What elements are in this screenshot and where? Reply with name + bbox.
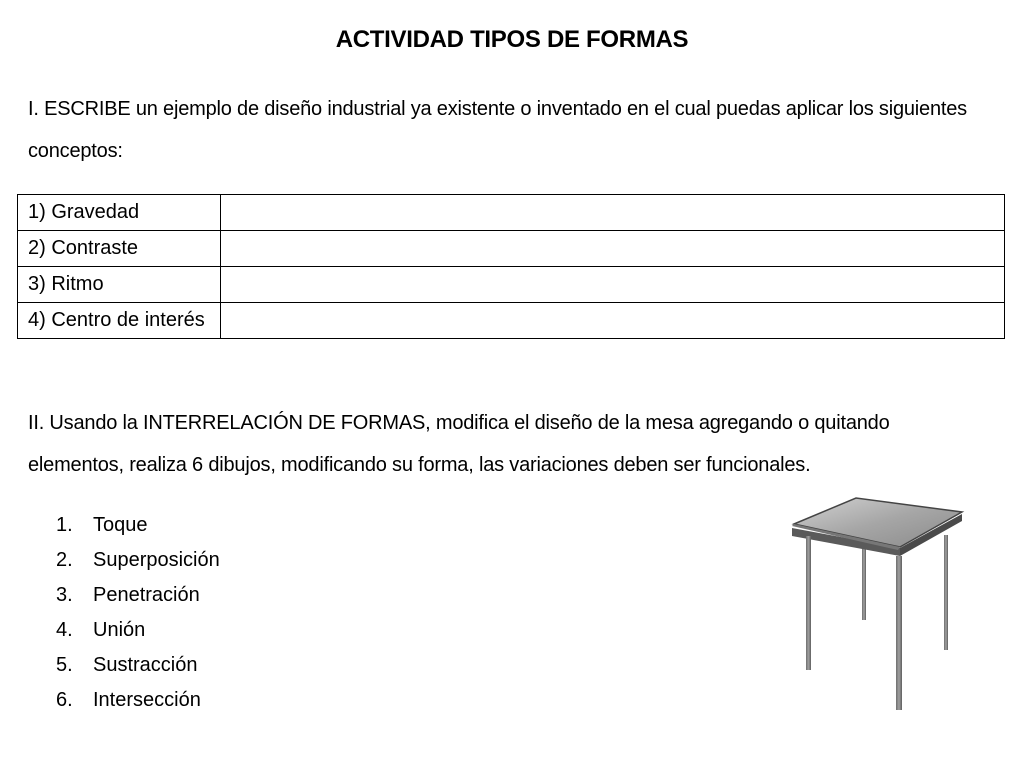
table-leg — [862, 540, 866, 620]
list-item-number: 5. — [56, 654, 73, 676]
list-item-number: 1. — [56, 514, 73, 536]
concept-label: 1) Gravedad — [18, 195, 221, 231]
table-leg — [944, 535, 948, 650]
folding-table-icon — [786, 490, 966, 720]
list-item-text: Sustracción — [93, 654, 198, 676]
forms-list — [56, 508, 220, 718]
list-item — [56, 648, 220, 683]
concept-label: 3) Ritmo — [18, 267, 221, 303]
list-item-text: Penetración — [93, 584, 200, 606]
table-row — [18, 231, 1005, 267]
list-item-number: 4. — [56, 619, 73, 641]
concept-label: 2) Contraste — [18, 231, 221, 267]
list-item-text: Intersección — [93, 689, 201, 711]
list-item — [56, 543, 220, 578]
table-row — [18, 195, 1005, 231]
section-2-instruction: II. Usando la INTERRELACIÓN DE FORMAS, modifica el diseño de la mesa agregando o quitando elementos, realiza 6 dibujos, modificando su forma, las variaciones deben ser funcionales. — [28, 412, 890, 476]
table-leg — [896, 556, 902, 710]
list-item-text: Toque — [93, 514, 148, 536]
list-item — [56, 578, 220, 613]
list-item — [56, 508, 220, 543]
list-item-number: 6. — [56, 689, 73, 711]
list-item-number: 2. — [56, 549, 73, 571]
answer-cell[interactable] — [221, 267, 1005, 303]
table-row — [18, 267, 1005, 303]
answer-cell[interactable] — [221, 303, 1005, 339]
list-item-text: Unión — [93, 619, 146, 641]
concepts-table — [17, 194, 1005, 339]
page-title: ACTIVIDAD TIPOS DE FORMAS — [335, 26, 689, 53]
list-item — [56, 613, 220, 648]
table-leg — [806, 536, 811, 670]
list-item — [56, 683, 220, 718]
section-1-instruction: I. ESCRIBE un ejemplo de diseño industrial ya existente o inventado en el cual puedas aplicar los siguientes conceptos: — [28, 98, 967, 162]
list-item-text: Superposición — [93, 549, 220, 571]
answer-cell[interactable] — [221, 231, 1005, 267]
answer-cell[interactable] — [221, 195, 1005, 231]
table-row — [18, 303, 1005, 339]
concept-label: 4) Centro de interés — [18, 303, 221, 339]
list-item-number: 3. — [56, 584, 73, 606]
